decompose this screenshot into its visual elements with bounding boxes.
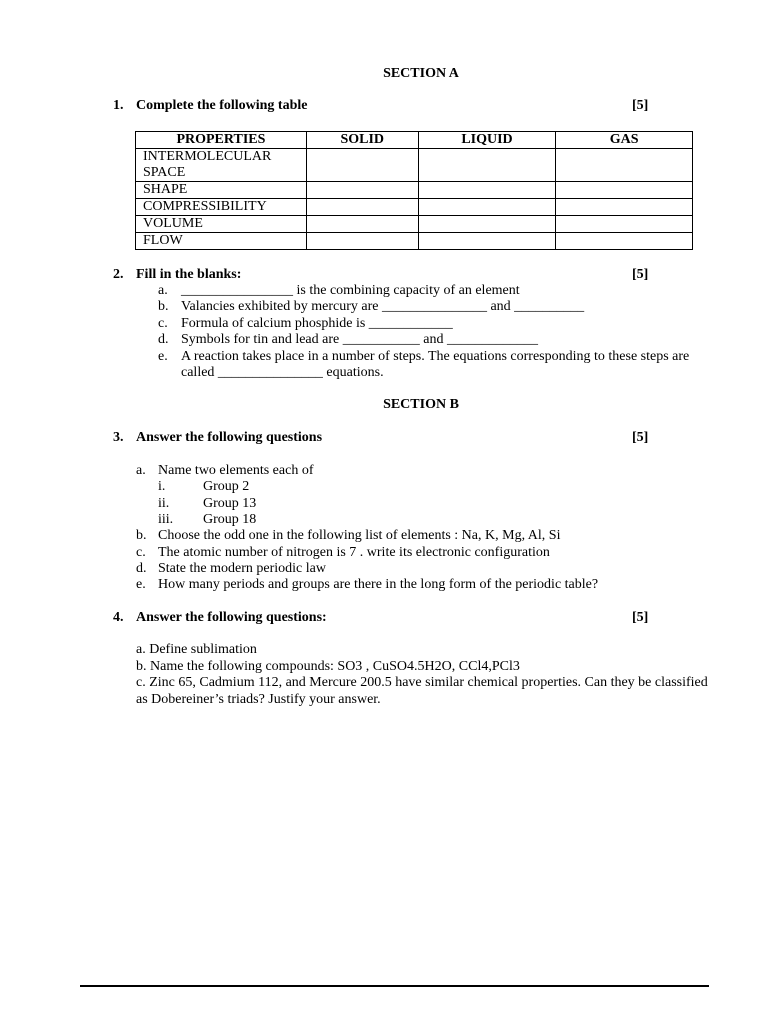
q4-a-text: a. Define sublimation [136, 642, 257, 657]
answer-cell[interactable] [556, 216, 693, 233]
q3-a-label: a. [136, 463, 146, 478]
answer-cell[interactable] [556, 199, 693, 216]
q2-item-label: a. [158, 283, 168, 298]
q3-b-text: Choose the odd one in the following list of elements : Na, K, Mg, Al, Si [158, 528, 561, 543]
q3-marks: [5] [632, 430, 649, 445]
q3-sub-label: ii. [158, 496, 170, 511]
section-a-title: SECTION A [383, 66, 459, 81]
q1-number: 1. [113, 98, 124, 113]
q2-item-text: Valancies exhibited by mercury are _______________ and __________ [181, 299, 585, 314]
table-row [136, 199, 693, 216]
answer-cell[interactable] [418, 149, 556, 182]
q2-item-text: A reaction takes place in a number of steps. The equations corresponding to these steps are [181, 349, 690, 364]
q2-number: 2. [113, 267, 124, 282]
q4-marks: [5] [632, 610, 649, 625]
row-label: SHAPE [136, 182, 307, 199]
footer-rule [80, 985, 709, 987]
q2-item-text: ________________ is the combining capacity of an element [181, 283, 520, 298]
row-label: COMPRESSIBILITY [136, 199, 307, 216]
row-label [136, 149, 307, 182]
answer-cell[interactable] [556, 149, 693, 182]
q3-sub-text: Group 2 [203, 479, 250, 494]
q2-item-text-continued: called _______________ equations. [181, 365, 384, 380]
q2-item-label: e. [158, 349, 168, 364]
answer-cell[interactable] [418, 199, 556, 216]
q3-d-text: State the modern periodic law [158, 561, 326, 576]
q4-c-text-continued: as Dobereiner’s triads? Justify your answer. [136, 692, 381, 707]
table-row [136, 216, 693, 233]
section-b-title: SECTION B [383, 397, 459, 412]
q4-number: 4. [113, 610, 124, 625]
q3-sub-text: Group 18 [203, 512, 257, 527]
q4-c-text: c. Zinc 65, Cadmium 112, and Mercure 200.5 have similar chemical properties. Can they be classified [136, 675, 708, 690]
q3-e-text: How many periods and groups are there in the long form of the periodic table? [158, 577, 599, 592]
answer-cell[interactable] [306, 233, 418, 250]
row-label-line: INTERMOLECULAR [143, 149, 272, 164]
q3-c-text: The atomic number of nitrogen is 7 . write its electronic configuration [158, 545, 550, 560]
q2-item-text: Formula of calcium phosphide is ____________ [181, 316, 453, 331]
q3-sub-text: Group 13 [203, 496, 257, 511]
q4-text: Answer the following questions: [136, 610, 327, 625]
q2-item-text: Symbols for tin and lead are ___________ and _____________ [181, 332, 538, 347]
q3-text: Answer the following questions [136, 430, 323, 445]
answer-cell[interactable] [306, 216, 418, 233]
q1-text: Complete the following table [136, 98, 308, 113]
table-row [136, 233, 693, 250]
answer-cell[interactable] [556, 182, 693, 199]
answer-cell[interactable] [306, 149, 418, 182]
q1-marks: [5] [632, 98, 649, 113]
q2-text: Fill in the blanks: [136, 267, 242, 282]
answer-cell[interactable] [418, 233, 556, 250]
answer-cell[interactable] [418, 216, 556, 233]
answer-cell[interactable] [306, 182, 418, 199]
q3-number: 3. [113, 430, 124, 445]
row-label-line: SPACE [143, 165, 186, 180]
answer-cell[interactable] [418, 182, 556, 199]
q2-item-label: b. [158, 299, 169, 314]
q4-b-text: b. Name the following compounds: SO3 , CuSO4.5H2O, CCl4,PCl3 [136, 659, 520, 674]
properties-table [135, 131, 693, 250]
header-solid: SOLID [306, 132, 418, 149]
q3-a-text: Name two elements each of [158, 463, 314, 478]
header-gas: GAS [556, 132, 693, 149]
header-liquid: LIQUID [418, 132, 556, 149]
table-row [136, 182, 693, 199]
q2-item-label: c. [158, 316, 168, 331]
table-header-row [136, 132, 693, 149]
row-label: FLOW [136, 233, 307, 250]
row-label: VOLUME [136, 216, 307, 233]
answer-cell[interactable] [306, 199, 418, 216]
answer-cell[interactable] [556, 233, 693, 250]
q3-d-label: d. [136, 561, 147, 576]
q3-sub-label: iii. [158, 512, 174, 527]
q3-b-label: b. [136, 528, 147, 543]
q2-marks: [5] [632, 267, 649, 282]
table-row [136, 149, 693, 182]
q3-c-label: c. [136, 545, 146, 560]
q3-e-label: e. [136, 577, 146, 592]
header-properties: PROPERTIES [136, 132, 307, 149]
q2-item-label: d. [158, 332, 169, 347]
q3-sub-label: i. [158, 479, 166, 494]
